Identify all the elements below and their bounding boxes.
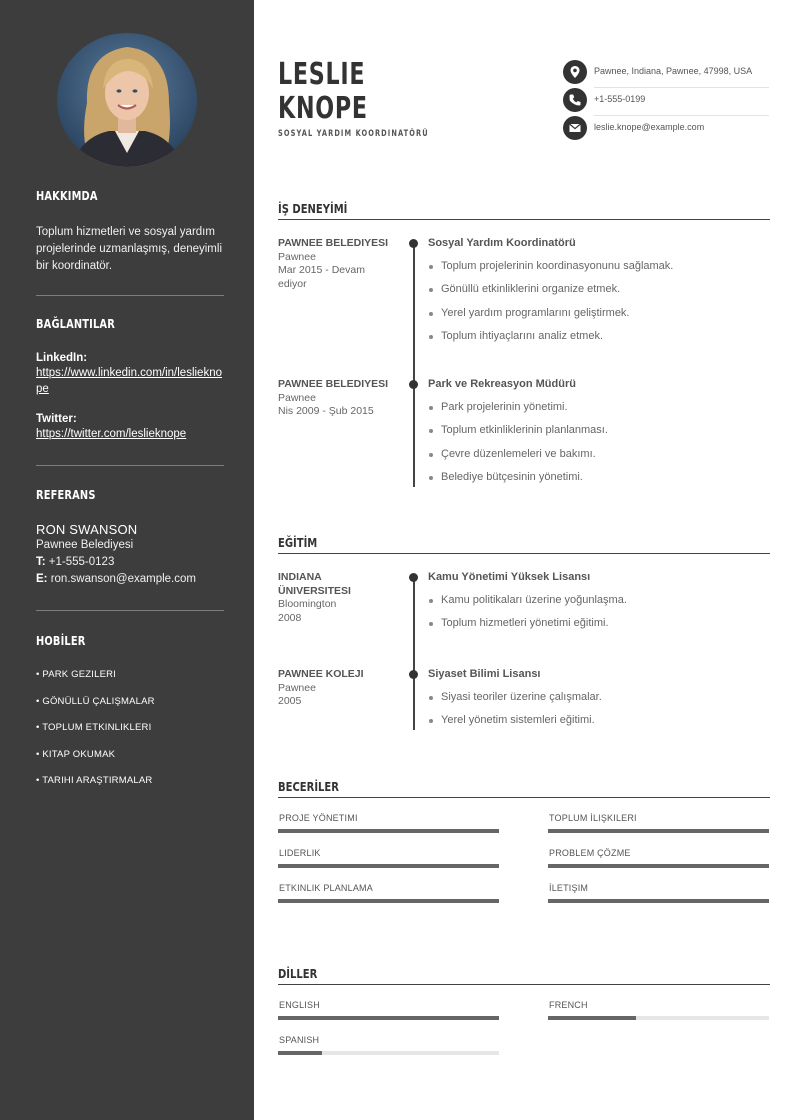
language-track xyxy=(278,1016,499,1020)
entry-details xyxy=(428,237,770,353)
education-heading xyxy=(278,534,770,554)
entry-bullets xyxy=(428,691,770,738)
entry-role: Kamu Yönetimi Yüksek Lisansı xyxy=(428,571,591,583)
skill-bar xyxy=(548,883,769,903)
portrait-photo-image xyxy=(57,33,197,167)
reference-block xyxy=(36,522,224,588)
entry-location: Pawnee xyxy=(278,250,316,263)
skill-bar xyxy=(278,813,499,833)
education-heading-text: EĞİTİM xyxy=(278,535,318,550)
hobbies-list xyxy=(36,669,224,802)
reference-org: Pawnee Belediyesi xyxy=(36,539,134,551)
education-timeline xyxy=(413,576,415,730)
skill-track xyxy=(278,829,499,833)
entry-bullets xyxy=(428,401,770,494)
entry-org: PAWNEE BELEDIYESI xyxy=(278,378,389,390)
skill-fill xyxy=(548,899,769,903)
entry-location: Bloomington xyxy=(278,598,337,610)
skill-label: LIDERLIK xyxy=(279,848,321,858)
reference-phone-label: T: xyxy=(36,556,46,568)
reference-phone: +1-555-0123 xyxy=(48,556,115,568)
envelope-icon xyxy=(563,116,587,140)
skills-heading-text: BECERİLER xyxy=(278,779,339,794)
job-title: SOSYAL YARDIM KOORDINATÖRÜ xyxy=(278,129,429,139)
skill-bar xyxy=(278,883,499,903)
skill-fill xyxy=(278,899,499,903)
hobby-item: • KITAP OKUMAK xyxy=(36,748,116,760)
sidebar xyxy=(0,0,254,1120)
skill-label: ETKINLIK PLANLAMA xyxy=(279,883,373,893)
entry-meta xyxy=(278,378,396,419)
entry-role: Park ve Rekreasyon Müdürü xyxy=(428,378,576,390)
about-section xyxy=(36,189,224,203)
bullet-item: Çevre düzenlemeleri ve bakımı. xyxy=(428,448,770,471)
language-track xyxy=(278,1051,499,1055)
hobby-item: • PARK GEZILERI xyxy=(36,669,117,680)
hobbies-section xyxy=(36,634,224,648)
contact-phone xyxy=(563,88,769,116)
divider xyxy=(36,465,224,466)
entry-details xyxy=(428,668,770,738)
skill-label: İLETIŞIM xyxy=(549,883,589,893)
language-fill xyxy=(278,1051,322,1055)
bullet-item: Belediye bütçesinin yönetimi. xyxy=(428,471,770,494)
entry-location: Pawnee xyxy=(278,681,316,694)
skill-track xyxy=(548,899,769,903)
name-line-1: LESLIE xyxy=(278,57,366,92)
hobby-label: KITAP OKUMAK xyxy=(42,748,116,760)
contact-address xyxy=(563,60,769,88)
address-text: Pawnee, Indiana, Pawnee, 47998, USA xyxy=(594,66,753,76)
entry-dates: Nis 2009 - Şub 2015 xyxy=(278,405,374,417)
hobby-label: GÖNÜLLÜ ÇALIŞMALAR xyxy=(42,695,155,707)
entry-org: PAWNEE BELEDIYESI xyxy=(278,237,389,249)
twitter-link[interactable]: https://twitter.com/leslieknope xyxy=(36,428,187,440)
skill-fill xyxy=(548,864,769,868)
experience-timeline xyxy=(413,242,415,487)
linkedin-link-block xyxy=(36,352,224,397)
entry-details xyxy=(428,378,770,494)
timeline-dot xyxy=(409,239,418,248)
linkedin-label: LinkedIn: xyxy=(36,352,88,364)
bullet-item: Toplum etkinliklerinin planlanması. xyxy=(428,424,770,447)
skill-label: PROBLEM ÇÖZME xyxy=(549,848,631,858)
divider xyxy=(36,610,224,611)
skill-track xyxy=(548,829,769,833)
language-bar xyxy=(278,1035,499,1055)
bullet-item: Kamu politikaları üzerine yoğunlaşma. xyxy=(428,594,770,617)
location-pin-icon xyxy=(563,60,587,84)
skill-label: PROJE YÖNETIMI xyxy=(279,813,358,823)
reference-heading: REFERANS xyxy=(36,488,96,502)
language-track xyxy=(548,1016,769,1020)
entry-dates: 2005 xyxy=(278,695,302,707)
entry-location: Pawnee xyxy=(278,391,316,404)
skills-heading xyxy=(278,778,770,798)
reference-email: ron.swanson@example.com xyxy=(50,573,196,585)
reference-name: RON SWANSON xyxy=(36,522,138,537)
experience-heading-text: İŞ DENEYİMİ xyxy=(278,201,348,216)
skill-track xyxy=(548,864,769,868)
languages-heading xyxy=(278,965,770,985)
name-line-2: KNOPE xyxy=(278,91,368,126)
timeline-dot xyxy=(409,670,418,679)
languages-heading-text: DİLLER xyxy=(278,966,318,981)
entry-org: INDIANA ÜNIVERSITESI xyxy=(278,571,351,597)
reference-email-label: E: xyxy=(36,573,48,585)
language-label: SPANISH xyxy=(279,1035,320,1045)
timeline-dot xyxy=(409,380,418,389)
person-name xyxy=(278,58,368,126)
entry-dates: Mar 2015 - Devam ediyor xyxy=(278,264,365,290)
language-fill xyxy=(278,1016,499,1020)
bullet-item: Toplum hizmetleri yönetimi eğitimi. xyxy=(428,617,770,640)
entry-role: Siyaset Bilimi Lisansı xyxy=(428,668,541,680)
language-fill xyxy=(548,1016,636,1020)
skill-track xyxy=(278,899,499,903)
email-text[interactable]: leslie.knope@example.com xyxy=(594,122,705,132)
entry-org: PAWNEE KOLEJI xyxy=(278,668,364,680)
skill-label: TOPLUM İLIŞKILERI xyxy=(549,813,637,823)
bullet-item: Toplum ihtiyaçlarını analiz etmek. xyxy=(428,330,770,353)
hobby-item: • TOPLUM ETKINLIKLERI xyxy=(36,722,152,733)
bullet-item: Yerel yönetim sistemleri eğitimi. xyxy=(428,714,770,737)
about-text: Toplum hizmetleri ve sosyal yardım projelerinde uzmanlaşmış, deneyimli bir koordinatör. xyxy=(36,226,222,272)
bullet-item: Park projelerinin yönetimi. xyxy=(428,401,770,424)
profile-photo xyxy=(57,33,197,167)
phone-text: +1-555-0199 xyxy=(594,94,646,104)
language-bar xyxy=(278,1000,499,1020)
links-heading: BAĞLANTILAR xyxy=(36,317,115,331)
entry-meta xyxy=(278,571,396,625)
hobby-label: PARK GEZILERI xyxy=(42,669,117,680)
bullet-item: Gönüllü etkinliklerini organize etmek. xyxy=(428,283,770,306)
hobbies-heading: HOBİLER xyxy=(36,634,86,648)
entry-bullets xyxy=(428,594,770,641)
skill-fill xyxy=(548,829,769,833)
hobby-label: TARIHI ARAŞTIRMALAR xyxy=(42,775,153,786)
skill-track xyxy=(278,864,499,868)
skill-bar xyxy=(278,848,499,868)
reference-section xyxy=(36,488,224,502)
entry-meta xyxy=(278,237,396,291)
about-heading: HAKKIMDA xyxy=(36,189,98,203)
hobby-item: • TARIHI ARAŞTIRMALAR xyxy=(36,775,153,786)
language-bar xyxy=(548,1000,769,1020)
bullet-item: Yerel yardım programlarını geliştirmek. xyxy=(428,307,770,330)
contact-email xyxy=(563,116,769,144)
skill-fill xyxy=(278,829,499,833)
entry-dates: 2008 xyxy=(278,611,302,624)
skill-fill xyxy=(278,864,499,868)
about-text-block xyxy=(36,224,224,275)
linkedin-link[interactable]: https://www.linkedin.com/in/leslieknope xyxy=(36,367,222,395)
experience-heading xyxy=(278,200,770,220)
hobby-label: TOPLUM ETKINLIKLERI xyxy=(42,722,152,733)
entry-role: Sosyal Yardım Koordinatörü xyxy=(428,237,576,249)
language-label: ENGLISH xyxy=(279,1000,320,1010)
language-label: FRENCH xyxy=(549,1000,588,1010)
skill-bar xyxy=(548,848,769,868)
entry-meta xyxy=(278,668,396,709)
hobby-item: • GÖNÜLLÜ ÇALIŞMALAR xyxy=(36,695,155,707)
phone-icon xyxy=(563,88,587,112)
reference-email-line xyxy=(36,571,224,588)
timeline-dot xyxy=(409,573,418,582)
reference-phone-line xyxy=(36,554,224,571)
bullet-item: Siyasi teoriler üzerine çalışmalar. xyxy=(428,691,770,714)
twitter-label: Twitter: xyxy=(36,413,77,425)
entry-bullets xyxy=(428,260,770,353)
twitter-link-block xyxy=(36,413,224,442)
entry-details xyxy=(428,571,770,641)
skill-bar xyxy=(548,813,769,833)
links-section xyxy=(36,317,224,331)
divider xyxy=(36,295,224,296)
bullet-item: Toplum projelerinin koordinasyonunu sağlamak. xyxy=(428,260,770,283)
